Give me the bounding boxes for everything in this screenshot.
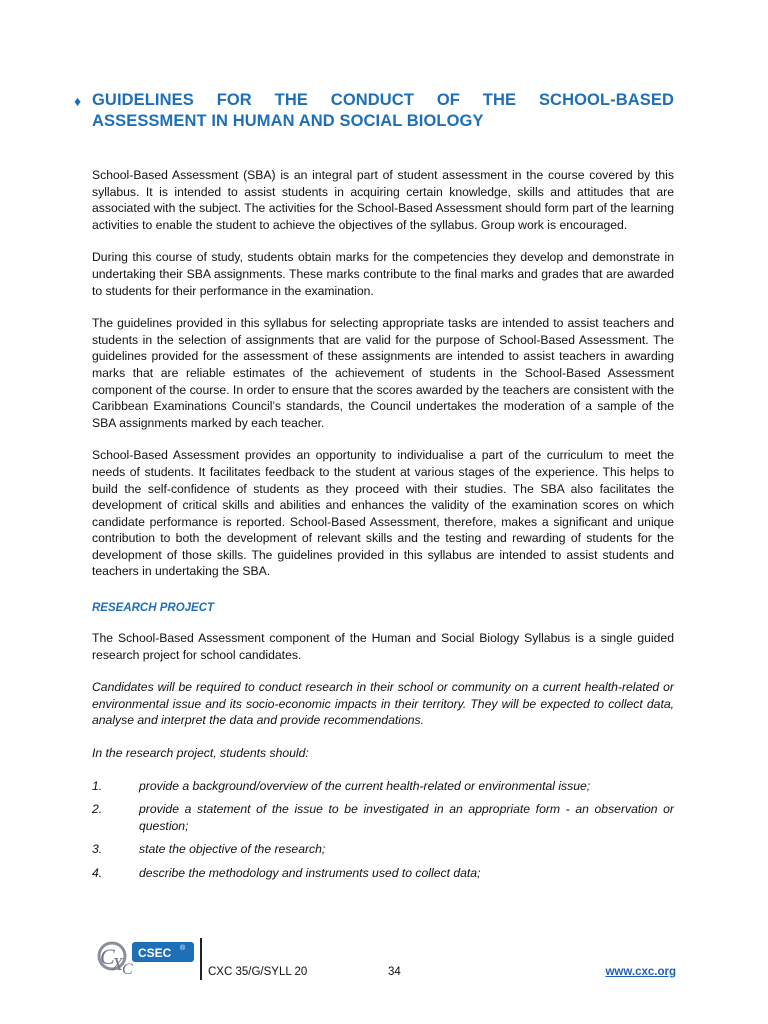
- list-item: [92, 801, 674, 834]
- list-item: [92, 841, 674, 858]
- list-text: state the objective of the research;: [139, 842, 326, 857]
- diamond-bullet-icon: ♦: [74, 93, 82, 109]
- logo-text: CSEC: [138, 946, 172, 960]
- website-link[interactable]: www.cxc.org: [605, 966, 676, 978]
- list-number: 3.: [92, 842, 103, 857]
- research-project-heading: RESEARCH PROJECT: [92, 602, 215, 615]
- list-number: 2.: [92, 802, 103, 817]
- list-item: [92, 865, 674, 882]
- section-title: GUIDELINES FOR THE CONDUCT OF THE SCHOOL-BASED ASSESSMENT IN HUMAN AND SOCIAL BIOLOGY: [92, 91, 674, 130]
- paragraph-sba-intro: School-Based Assessment (SBA) is an integral part of student assessment in the course covered by this syllabus. It is intended to assist students in acquiring certain knowledge, skills and attitudes that are associated with the subject. The activities for the School-Based Assessment should form part of the learning activities to enable the student to achieve the objectives of the syllabus. Group work is encouraged.: [92, 168, 674, 232]
- paragraph-marks: During this course of study, students obtain marks for the competencies they develop and demonstrate in undertaking their SBA assignments. These marks contribute to the final marks and grades that are awarded to students for their performance in the examination.: [92, 250, 674, 298]
- page-number: 34: [388, 966, 401, 978]
- footer-divider: [200, 938, 202, 980]
- list-text: describe the methodology and instruments used to collect data;: [139, 866, 481, 880]
- syllabus-code: CXC 35/G/SYLL 20: [208, 966, 308, 978]
- research-requirement: Candidates will be required to conduct research in their school or community on a current health-related or environmental issue and its socio-economic impacts in their territory. They will be expected to collect data, analyse and interpret the data and provide recommendations.: [92, 680, 674, 728]
- paragraph-guidelines: The guidelines provided in this syllabus for selecting appropriate tasks are intended to assist teachers and students in the selection of assignments that are valid for the purpose of School-Based Assessment. The guidelines provided for the assessment of these assignments are intended to assist teachers in awarding marks that are reliable estimates of the achievement of students in the School-Based Assessment component of the course. In order to ensure that the scores awarded by the teachers are consistent with the Caribbean Examinations Council’s standards, the Council undertakes the moderation of a sample of the SBA assignments marked by each teacher.: [92, 316, 674, 430]
- svg-text:®: ®: [180, 945, 186, 952]
- list-text: provide a statement of the issue to be investigated in an appropriate form - an observation or question;: [139, 802, 674, 833]
- cxc-csec-logo-icon: [96, 936, 200, 976]
- svg-text:C: C: [100, 944, 115, 969]
- paragraph-opportunity: School-Based Assessment provides an opportunity to individualise a part of the curriculum to meet the needs of students. It facilitates feedback to the student at various stages of the experience. This helps to build the self-confidence of students as they proceed with their studies. The SBA also facilitates the development of critical skills and abilities and enhances the validity of the examination scores on which candidate performance is reported. School-Based Assessment, therefore, makes a significant and unique contribution to both the development of relevant skills and the testing and rewarding of students for the development of those skills. The guidelines provided in this syllabus are intended to assist students and teachers in undertaking the SBA.: [92, 448, 674, 579]
- document-body: [92, 167, 674, 889]
- list-item: [92, 778, 674, 795]
- research-intro: The School-Based Assessment component of the Human and Social Biology Syllabus is a single guided research project for school candidates.: [92, 631, 674, 662]
- svg-text:C: C: [122, 961, 133, 976]
- svg-text:X: X: [112, 954, 123, 974]
- page-footer: [96, 936, 676, 986]
- section-heading: [74, 90, 674, 132]
- research-lead: In the research project, students should:: [92, 746, 309, 761]
- list-text: provide a background/overview of the current health-related or environmental issue;: [139, 778, 591, 793]
- list-number: 4.: [92, 866, 103, 880]
- research-steps-list: [92, 778, 674, 882]
- list-number: 1.: [92, 778, 103, 793]
